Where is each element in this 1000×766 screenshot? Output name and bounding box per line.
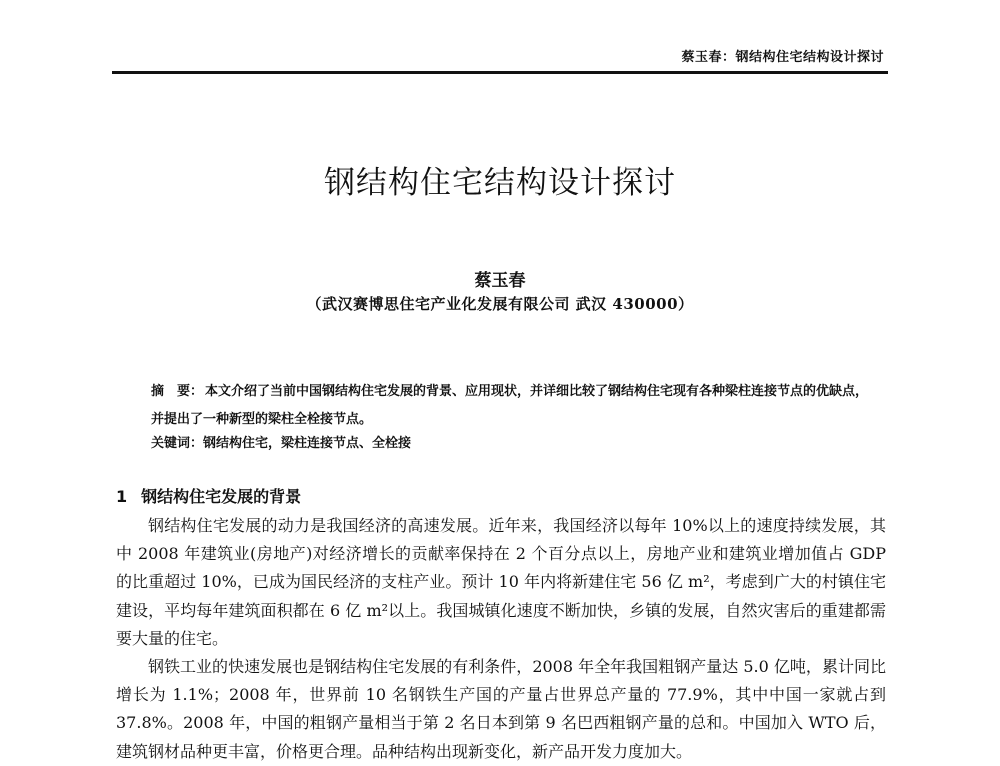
keywords-label: 关键词： [151, 436, 204, 451]
body-paragraph: 钢铁工业的快速发展也是钢结构住宅发展的有利条件，2008 年全年我国粗钢产量达 5.0 亿吨，累计同比增长为 1.1%；2008 年，世界前 10 名钢铁生产国的产量占世界总产量的 77.9%，其中中国一家就占到 37.8%。2008 年，中国的粗钢产量相当于第 2 名日本到第 9 名巴西粗钢产量的总和。中国加入 WTO 后，建筑钢材品种更丰富，价格更合理。品种结构出现新变化，新产品开发力度加大。 [116, 657, 886, 761]
author-affiliation: （武汉赛博思住宅产业化发展有限公司 武汉 430000） [306, 295, 694, 313]
keywords [151, 432, 411, 451]
header-rule [112, 71, 888, 74]
section-number: 1 [116, 487, 128, 506]
author-name: 蔡玉春 [474, 271, 526, 291]
body-paragraph: 钢结构住宅发展的动力是我国经济的高速发展。近年来，我国经济以每年 10%以上的速度持续发展，其中 2008 年建筑业(房地产)对经济增长的贡献率保持在 2 个百分点以上，房地产业和建筑业增加值占 GDP 的比重超过 10%，已成为国民经济的支柱产业。预计 10 年内将新建住宅 56 亿 m²，考虑到广大的村镇住宅建设，平均每年建筑面积都在 6 亿 m²以上。我国城镇化速度不断加快，乡镇的发展，自然灾害后的重建都需要大量的住宅。 [116, 516, 886, 648]
abstract [151, 378, 871, 434]
section-body [116, 512, 886, 766]
keywords-text: 钢结构住宅，梁柱连接节点、全栓接 [203, 436, 412, 451]
section-title: 钢结构住宅发展的背景 [141, 487, 302, 506]
section-heading [116, 484, 301, 507]
abstract-label: 摘 要： [151, 384, 204, 399]
paper-title: 钢结构住宅结构设计探讨 [324, 165, 676, 201]
running-head: 蔡玉春：钢结构住宅结构设计探讨 [681, 50, 884, 65]
abstract-text: 本文介绍了当前中国钢结构住宅发展的背景、应用现状，并详细比较了钢结构住宅现有各种梁柱连接节点的优缺点，并提出了一种新型的梁柱全栓接节点。 [151, 384, 869, 427]
